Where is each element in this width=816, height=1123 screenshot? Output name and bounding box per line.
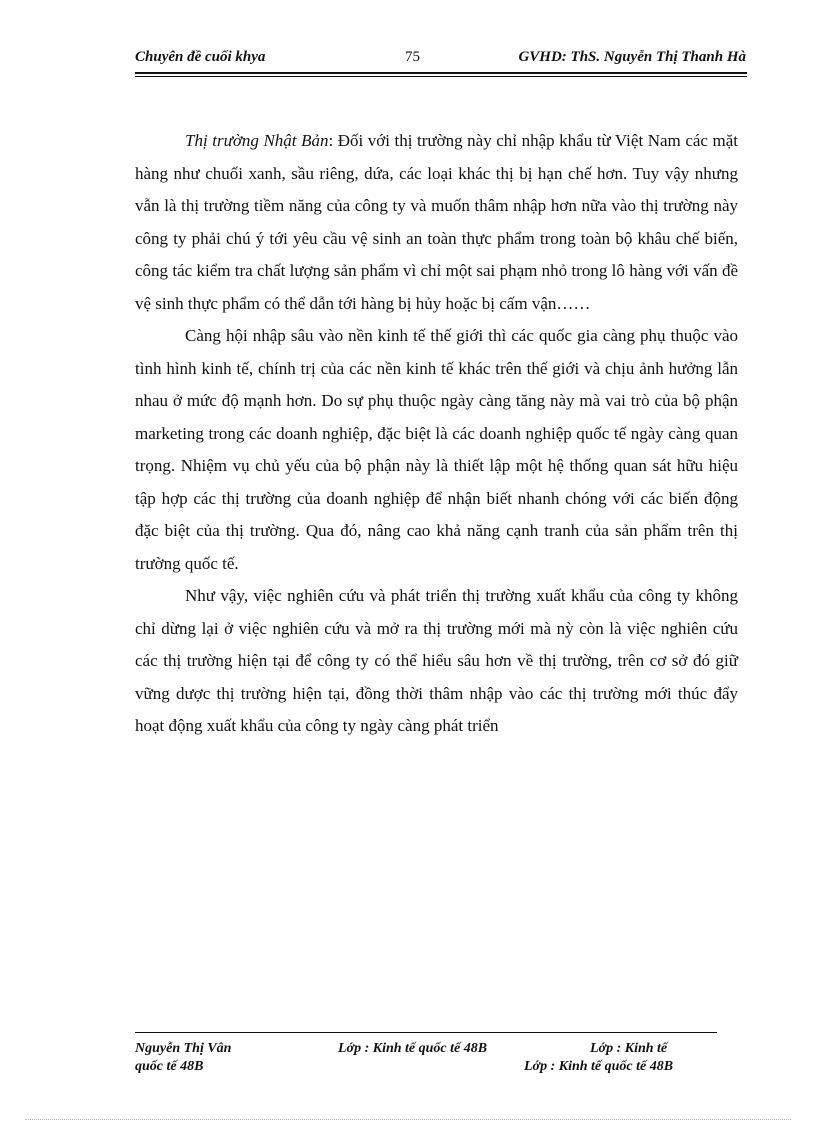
- footer-divider: [135, 1032, 717, 1033]
- footer-class-repeat: Lớp : Kinh tế: [590, 1041, 668, 1056]
- paragraph-japan-market: [135, 125, 738, 320]
- footer-class-repeat-2: Lớp : Kinh tế quốc tế 48B: [524, 1059, 674, 1074]
- page-header: [135, 49, 746, 71]
- paragraph-text: : Đối với thị trường này chỉ nhập khẩu từ Việt Nam các mặt hàng như chuối xanh, sầu riêng, dứa, các loại khác thị bị hạn chế hơn. Tuy vậy nhưng vẫn là thị trường tiềm năng của công ty và muốn thâm nhập hơn nữa vào thị trường này công ty phải chú ý tới yêu cầu vệ sinh an toàn thực phẩm trong toàn bộ khâu chế biến, công tác kiểm tra chất lượng sản phẩm vì chỉ một sai phạm nhỏ trong lô hàng với vấn đề vệ sinh thực phẩm có thể dẫn tới hàng bị hủy hoặc bị cấm vận……: [135, 131, 738, 313]
- header-supervisor: GVHD: ThS. Nguyễn Thị Thanh Hà: [518, 49, 746, 65]
- document-body: [135, 125, 738, 743]
- paragraph-conclusion: Như vậy, việc nghiên cứu và phát triển thị trường xuất khẩu của công ty không chỉ dừng lại ở việc nghiên cứu và mở ra thị trường mới mà nỳ còn là việc nghiên cứu các thị trường hiện tại để công ty có thể hiểu sâu hơn về thị trường, trên cơ sở đó giữ vững dược thị trường hiện tại, đồng thời thâm nhập vào các thị trường mới thúc đẩy hoạt động xuất khẩu của công ty ngày càng phát triển: [135, 586, 738, 735]
- page-bottom-border: [25, 1119, 791, 1120]
- paragraph-label: Thị trường Nhật Bản: [185, 131, 329, 150]
- paragraph-integration: Càng hội nhập sâu vào nền kinh tế thế giới thì các quốc gia càng phụ thuộc vào tình hình kinh tế, chính trị của các nền kinh tế khác trên thế giới và chịu ảnh hưởng lẫn nhau ở mức độ mạnh hơn. Do sự phụ thuộc ngày càng tăng này mà vai trò của bộ phận marketing trong các doanh nghiệp, đặc biệt là các doanh nghiệp quốc tế ngày càng quan trọng. Nhiệm vụ chủ yếu của bộ phận này là thiết lập một hệ thống quan sát hữu hiệu tập hợp các thị trường của doanh nghiệp để nhận biết nhanh chóng với các biến động đặc biệt của thị trường. Qua đó, nâng cao khả năng cạnh tranh của sản phẩm trên thị trường quốc tế.: [135, 326, 738, 573]
- header-divider: [135, 72, 747, 77]
- footer-author: Nguyễn Thị Vân: [135, 1041, 232, 1056]
- page-footer: [135, 1040, 717, 1080]
- footer-class-continuation: quốc tế 48B: [135, 1059, 204, 1074]
- footer-class: Lớp : Kinh tế quốc tế 48B: [338, 1041, 488, 1056]
- header-title: Chuyên đề cuối khya: [135, 49, 266, 65]
- page-number: 75: [405, 49, 420, 65]
